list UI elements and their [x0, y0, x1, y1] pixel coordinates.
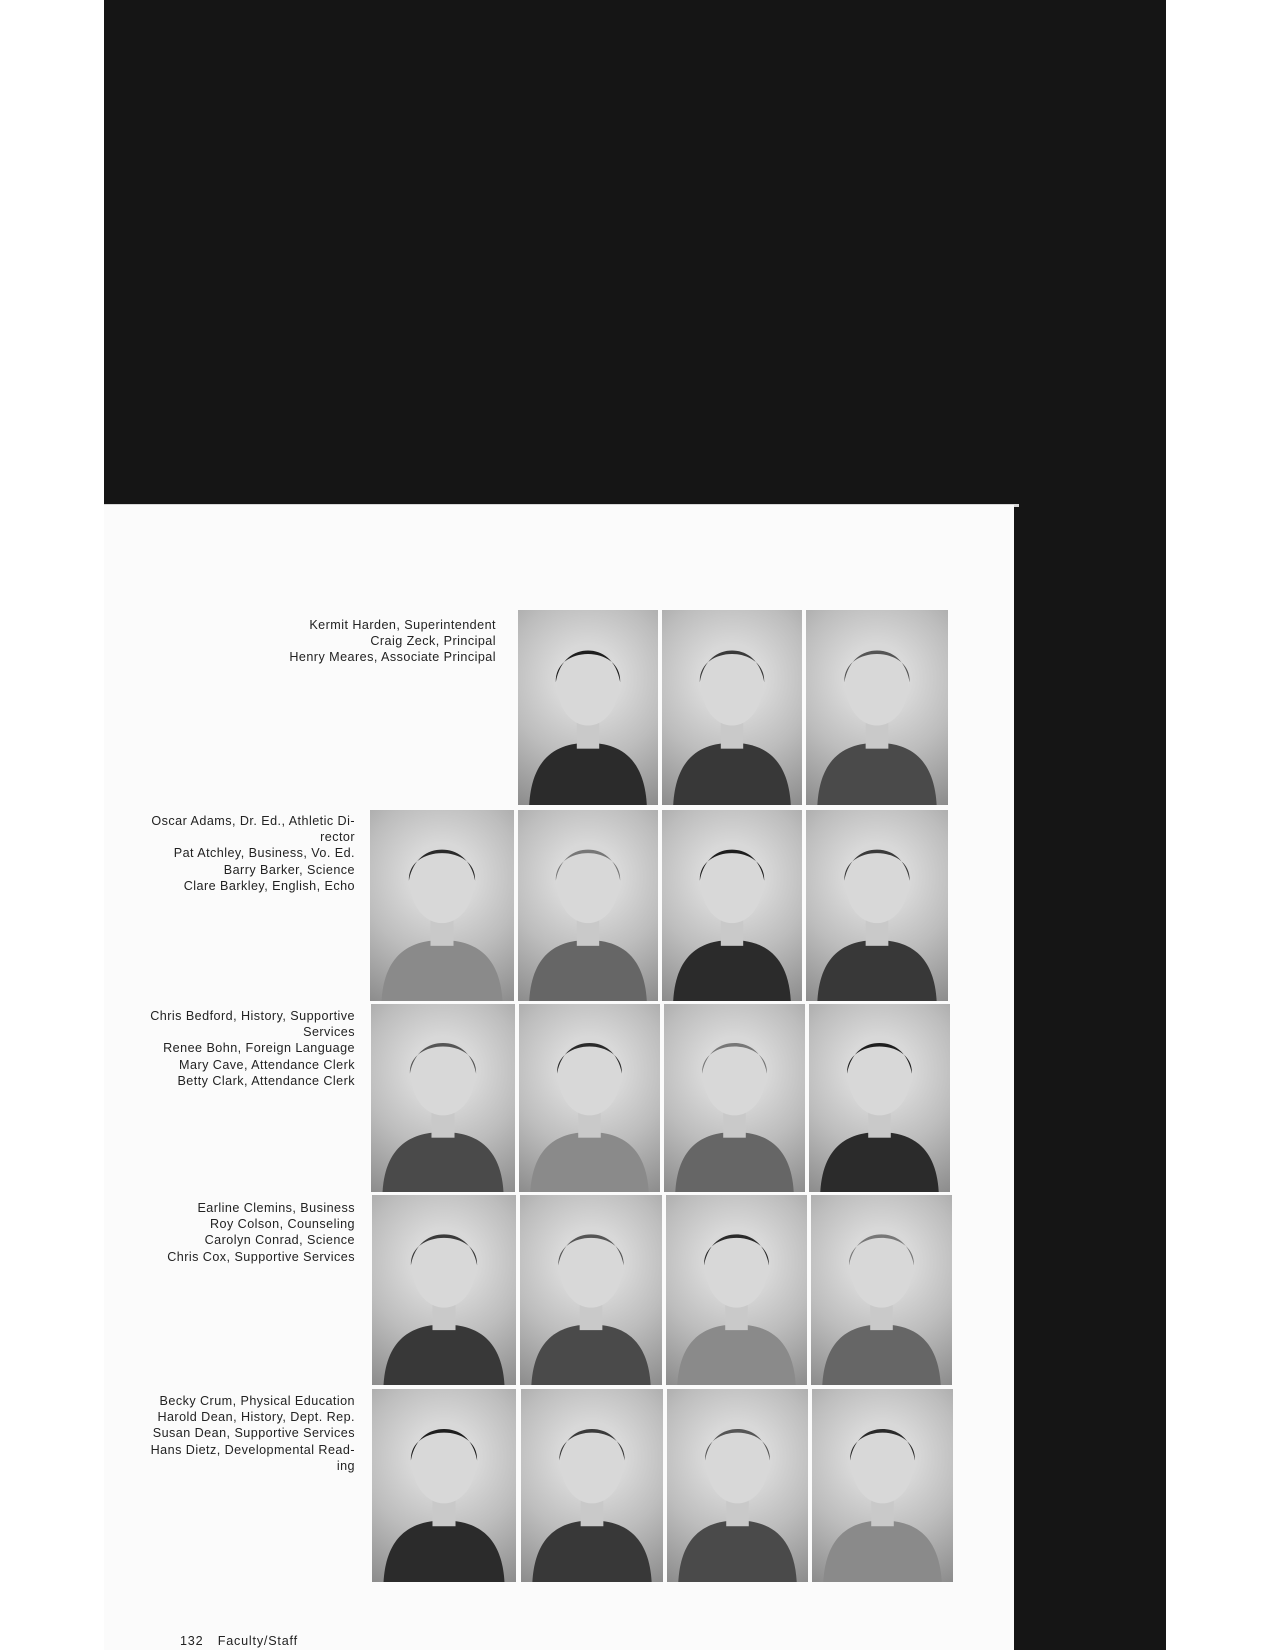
portrait-photo: [812, 1389, 953, 1582]
portrait-photo: [371, 1004, 515, 1192]
portrait-photo: [666, 1195, 807, 1385]
portrait-silhouette: [371, 1004, 515, 1192]
portrait-silhouette: [518, 810, 658, 1001]
portrait-silhouette: [811, 1195, 952, 1385]
caption-group-3: [140, 1008, 355, 1089]
portrait-silhouette: [812, 1389, 953, 1582]
caption-line: Earline Clemins, Business: [197, 1201, 355, 1215]
portrait-silhouette: [372, 1389, 516, 1582]
portrait-silhouette: [662, 810, 802, 1001]
caption-line: Renee Bohn, Foreign Language: [163, 1041, 355, 1056]
caption-line: Kermit Harden, Superintendent: [309, 618, 496, 632]
portrait-silhouette: [664, 1004, 805, 1192]
caption-group-5: [140, 1393, 355, 1474]
caption-line: Mary Cave, Attendance Clerk: [179, 1057, 355, 1072]
portrait-photo: [518, 810, 658, 1001]
caption-line: ing: [336, 1458, 355, 1473]
portrait-photo: [667, 1389, 808, 1582]
caption-group-4: [140, 1200, 355, 1265]
portrait-photo: [372, 1389, 516, 1582]
caption-line: Services: [303, 1025, 355, 1040]
caption-line: Chris Cox, Supportive Services: [167, 1249, 355, 1264]
portrait-photo: [519, 1004, 660, 1192]
portrait-silhouette: [518, 610, 658, 805]
section-title: Faculty/Staff: [217, 1634, 298, 1648]
portrait-photo: [809, 1004, 950, 1192]
caption-line: Becky Crum, Physical Education: [159, 1394, 355, 1408]
caption-line: Barry Barker, Science: [223, 862, 355, 877]
portrait-silhouette: [519, 1004, 660, 1192]
portrait-photo: [664, 1004, 805, 1192]
page-number: 132: [180, 1634, 204, 1648]
portrait-photo: [520, 1195, 662, 1385]
portrait-silhouette: [809, 1004, 950, 1192]
portrait-silhouette: [372, 1195, 516, 1385]
caption-line: Carolyn Conrad, Science: [204, 1233, 355, 1248]
caption-group-2: [140, 813, 355, 894]
caption-line: Chris Bedford, History, Supportive: [150, 1009, 355, 1023]
portrait-photo: [811, 1195, 952, 1385]
portrait-photo: [662, 610, 802, 805]
portrait-photo: [662, 810, 802, 1001]
portrait-photo: [370, 810, 514, 1001]
portrait-silhouette: [666, 1195, 807, 1385]
portrait-photo: [806, 610, 948, 805]
portrait-photo: [372, 1195, 516, 1385]
portrait-photo: [521, 1389, 663, 1582]
page-footer: [180, 1634, 308, 1648]
portrait-silhouette: [667, 1389, 808, 1582]
caption-line: Roy Colson, Counseling: [209, 1217, 355, 1232]
caption-line: Henry Meares, Associate Principal: [289, 650, 496, 665]
caption-line: Craig Zeck, Principal: [370, 634, 496, 649]
portrait-silhouette: [520, 1195, 662, 1385]
caption-line: rector: [320, 830, 355, 845]
portrait-silhouette: [806, 610, 948, 805]
portrait-silhouette: [662, 610, 802, 805]
caption-line: Harold Dean, History, Dept. Rep.: [157, 1410, 355, 1425]
caption-line: Oscar Adams, Dr. Ed., Athletic Di-: [151, 814, 355, 828]
caption-line: Pat Atchley, Business, Vo. Ed.: [173, 846, 355, 861]
caption-administration: [260, 617, 496, 666]
caption-line: Hans Dietz, Developmental Read-: [150, 1442, 355, 1457]
portrait-silhouette: [370, 810, 514, 1001]
portrait-photo: [806, 810, 948, 1001]
portrait-silhouette: [521, 1389, 663, 1582]
caption-line: Clare Barkley, English, Echo: [183, 878, 355, 893]
caption-line: Susan Dean, Supportive Services: [152, 1426, 355, 1441]
portrait-silhouette: [806, 810, 948, 1001]
caption-line: Betty Clark, Attendance Clerk: [177, 1073, 355, 1088]
portrait-photo: [518, 610, 658, 805]
